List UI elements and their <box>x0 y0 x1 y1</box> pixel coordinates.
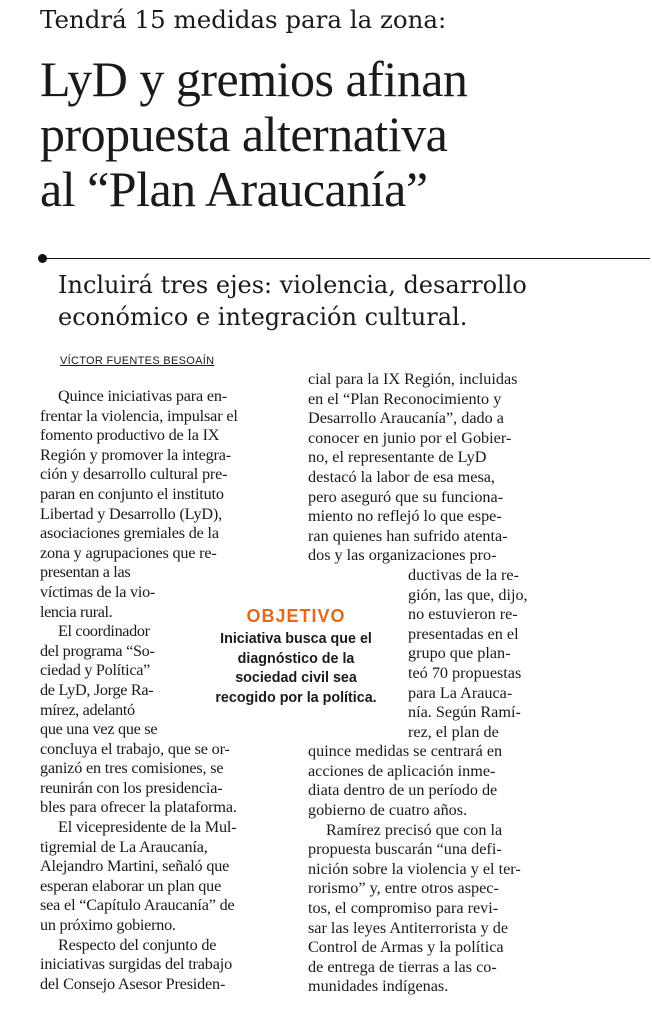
sidebar-line: sociedad civil sea <box>235 670 357 686</box>
article-line: El coordinador <box>58 622 150 641</box>
headline-line: LyD y gremios afinan <box>40 51 468 107</box>
article-line: lencia rural. <box>40 602 113 621</box>
article-line: teó 70 propuestas <box>408 663 522 682</box>
article-line: no, el representante de LyD <box>308 448 487 467</box>
article-line: Control de Armas y la política <box>308 938 504 957</box>
article-line: acciones de aplicación inme- <box>308 761 496 780</box>
article-line: quince medidas se centrará en <box>308 742 503 761</box>
article-line: Alejandro Martini, señaló que <box>40 857 230 876</box>
article-line: cial para la IX Región, incluidas <box>308 370 518 388</box>
article-line: Región y promover la integra- <box>40 445 231 464</box>
article-line: miento no reflejó lo que espe- <box>308 507 502 526</box>
article-line: del Consejo Asesor Presiden- <box>40 974 226 993</box>
article-line: reunirán con los presidencia- <box>40 778 223 797</box>
article-line: Ramírez precisó que con la <box>326 820 503 839</box>
sidebar-text <box>205 630 387 708</box>
article-line: del programa “So- <box>40 641 155 660</box>
article-line: presentadas en el <box>408 624 519 643</box>
article-line: para La Arauca- <box>408 683 513 702</box>
article-line: propuesta buscarán “una defi- <box>308 840 502 859</box>
article-line: mírez, adelantó <box>40 700 135 719</box>
article-line: rez, el plan de <box>408 722 499 741</box>
article-line: en el “Plan Reconocimiento y <box>308 389 502 408</box>
article-line: tos, el compromiso para revi- <box>308 899 499 918</box>
article-line: paran en conjunto el instituto <box>40 484 224 503</box>
article-line: presentan a las <box>40 563 131 582</box>
article-line: bles para ofrecer la plataforma. <box>40 798 237 817</box>
headline <box>40 52 650 217</box>
deck <box>58 269 643 333</box>
article-line: concluya el trabajo, que se or- <box>40 739 230 758</box>
article-line: ganizó en tres comisiones, se <box>40 759 224 778</box>
article-line: ción y desarrollo cultural pre- <box>40 465 228 484</box>
article-line: víctimas de la vio- <box>40 582 156 601</box>
article-line: diata dentro de un período de <box>308 781 498 800</box>
article-line: gión, las que, dijo, <box>408 585 528 604</box>
article-line: nición sobre la violencia y el ter- <box>308 859 521 878</box>
article-line: Respecto del conjunto de <box>58 935 217 954</box>
article-line: El vicepresidente de la Mul- <box>58 818 237 837</box>
deck-line: económico e integración cultural. <box>58 303 468 331</box>
article-line: zona y agrupaciones que re- <box>40 543 217 562</box>
sidebar-title: OBJETIVO <box>246 606 346 626</box>
article-line: asociaciones gremiales de la <box>40 524 219 543</box>
article-line: dos y las organizaciones pro- <box>308 546 497 565</box>
sidebar-line: recogido por la política. <box>215 689 377 706</box>
article-line: no estuvieron re- <box>408 605 518 624</box>
article-line: frentar la violencia, impulsar el <box>40 406 238 425</box>
article-line: munidades indígenas. <box>308 977 449 996</box>
article-line: esperan elaborar un plan que <box>40 876 222 895</box>
article-line: sar las leyes Antiterrorista y de <box>308 918 509 937</box>
sidebar-line: diagnóstico de la <box>237 650 355 667</box>
sidebar-line: Iniciativa busca que el <box>220 631 372 647</box>
article-line: Desarrollo Araucanía”, dado a <box>308 409 504 428</box>
article-line: Quince iniciativas para en- <box>58 387 227 405</box>
sidebar-box <box>205 605 387 708</box>
article-line: fomento productivo de la IX <box>40 426 220 445</box>
byline: VÍCTOR FUENTES BESOAÍN <box>60 355 215 367</box>
article-line: destacó la labor de esa mesa, <box>308 467 495 486</box>
article-line: nía. Según Ramí- <box>408 703 521 722</box>
article-line: conocer en junio por el Gobier- <box>308 428 512 447</box>
headline-line: al “Plan Araucanía” <box>40 161 428 217</box>
article-line: ran quienes han sufrido atenta- <box>308 526 508 545</box>
article-line: ciedad y Política” <box>40 661 151 680</box>
headline-line: propuesta alternativa <box>40 106 448 162</box>
article-line: rorismo” y, entre otros aspec- <box>308 879 499 898</box>
article-line: Libertad y Desarrollo (LyD), <box>40 504 222 523</box>
article-line: ductivas de la re- <box>408 565 520 584</box>
article-line: de LyD, Jorge Ra- <box>40 680 154 699</box>
article-line: iniciativas surgidas del trabajo <box>40 955 233 974</box>
kicker: Tendrá 15 medidas para la zona: <box>40 5 447 34</box>
article-line: grupo que plan- <box>408 644 511 663</box>
article-line: un próximo gobierno. <box>40 916 176 935</box>
article-line: sea el “Capítulo Araucanía” de <box>40 896 235 915</box>
article-line: que una vez que se <box>40 720 158 739</box>
deck-rule <box>44 258 650 259</box>
article-line: de entrega de tierras a las co- <box>308 957 497 976</box>
article-line: pero aseguró que su funciona- <box>308 487 504 506</box>
article-line: gobierno de cuatro años. <box>308 801 468 820</box>
article-line: tigremial de La Araucanía, <box>40 837 208 856</box>
deck-line: Incluirá tres ejes: violencia, desarrollo <box>58 271 527 299</box>
